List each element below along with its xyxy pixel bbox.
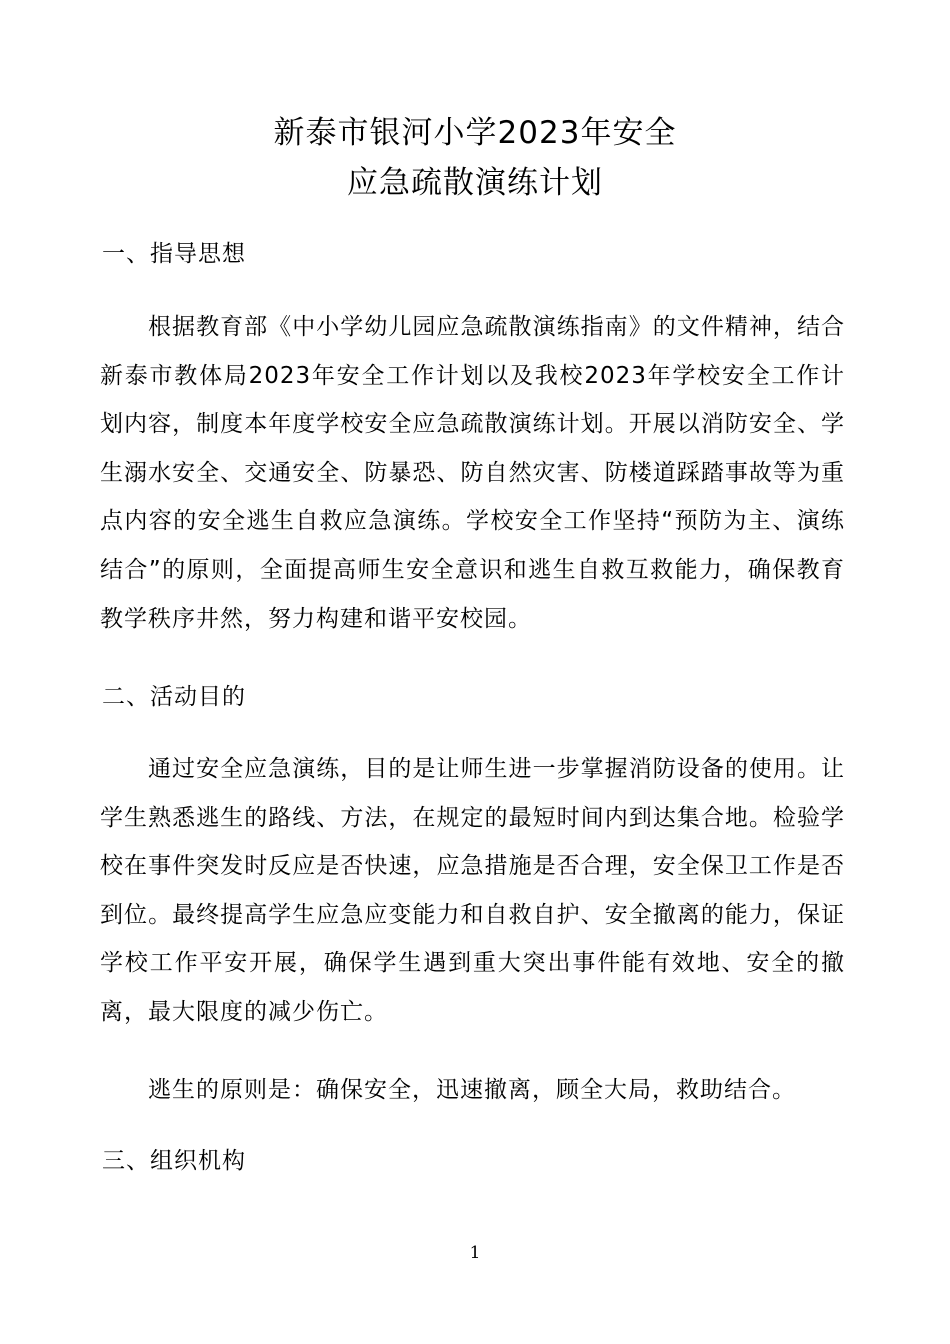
section-heading-guiding-ideology: 一、指导思想 bbox=[102, 241, 246, 267]
document-title-line2: 应急疏散演练计划 bbox=[347, 165, 603, 201]
page-number: 1 bbox=[469, 1243, 481, 1263]
paragraph-activity-purpose: 通过安全应急演练，目的是让师生进一步掌握消防设备的使用。让学生熟悉逃生的路线、方法，在规定的最短时间内到达集合地。检验学校在事件突发时反应是否快速，应急措施是否合理，安全保卫工作是否到位。最终提高学生应急应变能力和自救自护、安全撤离的能力，保证学校工作平安开展，确保学生遇到重大突出事件能有效地、安全的撤离，最大限度的减少伤亡。 bbox=[100, 756, 845, 1025]
section-heading-organization: 三、组织机构 bbox=[102, 1148, 246, 1174]
paragraph-escape-principle: 逃生的原则是：确保安全，迅速撤离，顾全大局，救助结合。 bbox=[148, 1077, 796, 1103]
section-heading-activity-purpose: 二、活动目的 bbox=[102, 684, 246, 710]
document-title-line1: 新泰市银河小学2023年安全 bbox=[273, 115, 677, 151]
paragraph-guiding-ideology: 根据教育部《中小学幼儿园应急疏散演练指南》的文件精神，结合新泰市教体局2023年安全工作计划以及我校2023年学校安全工作计划内容，制度本年度学校安全应急疏散演练计划。开展以消防安全、学生溺水安全、交通安全、防暴恐、防自然灾害、防楼道踩踏事故等为重点内容的安全逃生自救应急演练。学校安全工作坚持“预防为主、演练结合”的原则，全面提高师生安全意识和逃生自救互救能力，确保教育教学秩序井然，努力构建和谐平安校园。 bbox=[100, 314, 845, 632]
